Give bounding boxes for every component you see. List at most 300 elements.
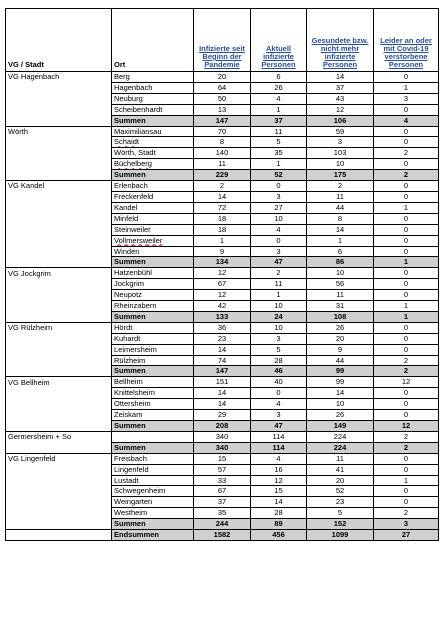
value-cell: 0 <box>374 72 439 83</box>
value-cell: 14 <box>194 191 251 202</box>
ort-name: Neupotz <box>114 290 142 300</box>
value-cell: 0 <box>374 486 439 497</box>
value-cell: 14 <box>307 388 374 399</box>
vg-cell <box>6 115 112 126</box>
value-cell: 33 <box>194 475 251 486</box>
sum-row <box>6 311 439 322</box>
value-cell: 0 <box>374 464 439 475</box>
sum-row <box>6 170 439 181</box>
value-cell: 0 <box>374 344 439 355</box>
value-cell: 1 <box>251 290 307 301</box>
table-row <box>6 322 439 333</box>
ort-cell <box>112 279 194 290</box>
value-cell: 12 <box>307 104 374 115</box>
value-cell: 26 <box>251 82 307 93</box>
table-row <box>6 377 439 388</box>
value-cell: 35 <box>194 508 251 519</box>
value-cell: 2 <box>194 181 251 192</box>
value-cell: 35 <box>251 148 307 159</box>
value-cell: 14 <box>307 224 374 235</box>
ort-cell <box>112 290 194 301</box>
value-cell: 0 <box>251 181 307 192</box>
value-cell: 340 <box>194 431 251 442</box>
sum-label: Summen <box>112 421 194 432</box>
ort-cell <box>112 104 194 115</box>
table-row <box>6 464 439 475</box>
value-cell: 11 <box>307 453 374 464</box>
vg-cell <box>6 170 112 181</box>
value-cell: 0 <box>374 246 439 257</box>
vg-cell <box>6 410 112 421</box>
table-row <box>6 104 439 115</box>
document-page <box>5 8 438 541</box>
value-cell: 37 <box>194 497 251 508</box>
value-cell: 5 <box>307 508 374 519</box>
value-cell: 20 <box>194 72 251 83</box>
sum-value-cell: 3 <box>374 519 439 530</box>
ort-cell <box>112 399 194 410</box>
value-cell: 26 <box>307 322 374 333</box>
value-cell: 15 <box>251 486 307 497</box>
sum-label: Summen <box>112 519 194 530</box>
value-cell: 3 <box>374 93 439 104</box>
value-cell: 13 <box>194 104 251 115</box>
vg-cell <box>6 388 112 399</box>
sum-value-cell: 134 <box>194 257 251 268</box>
value-cell: 1 <box>374 301 439 312</box>
value-cell: 0 <box>374 290 439 301</box>
value-cell: 52 <box>307 486 374 497</box>
ort-name: Bellheim <box>114 377 143 387</box>
value-cell: 12 <box>194 268 251 279</box>
total-value-cell: 1582 <box>194 530 251 541</box>
vg-cell <box>6 246 112 257</box>
total-value-cell: 1099 <box>307 530 374 541</box>
ort-cell <box>112 268 194 279</box>
value-cell: 224 <box>307 431 374 442</box>
ort-name: Erlenbach <box>114 181 148 191</box>
value-cell: 1 <box>374 202 439 213</box>
value-cell: 10 <box>307 159 374 170</box>
table-row <box>6 126 439 137</box>
ort-name: Lustadt <box>114 475 139 485</box>
sum-value-cell: 147 <box>194 115 251 126</box>
sum-label: Summen <box>112 442 194 453</box>
vg-cell <box>6 421 112 432</box>
sum-value-cell: 99 <box>307 366 374 377</box>
ort-cell <box>112 301 194 312</box>
value-cell: 0 <box>374 399 439 410</box>
vg-cell: VG Kandel <box>6 181 112 192</box>
sum-label: Summen <box>112 257 194 268</box>
table-row <box>6 290 439 301</box>
value-cell: 44 <box>307 202 374 213</box>
value-cell: 2 <box>374 355 439 366</box>
vg-cell: VG Hagenbach <box>6 72 112 83</box>
value-cell: 29 <box>194 410 251 421</box>
total-label: Endsummen <box>112 530 194 541</box>
sum-value-cell: 133 <box>194 311 251 322</box>
ort-name: Scheibenhardt <box>114 104 163 114</box>
value-cell: 140 <box>194 148 251 159</box>
vg-cell <box>6 93 112 104</box>
value-cell: 5 <box>251 344 307 355</box>
value-cell: 44 <box>307 355 374 366</box>
value-cell: 1 <box>374 475 439 486</box>
value-cell: 18 <box>194 213 251 224</box>
value-cell: 10 <box>251 301 307 312</box>
value-cell: 40 <box>251 377 307 388</box>
sum-value-cell: 86 <box>307 257 374 268</box>
value-cell: 23 <box>307 497 374 508</box>
ort-cell <box>112 93 194 104</box>
ort-name: Kuhardt <box>114 333 141 343</box>
vg-cell <box>6 290 112 301</box>
value-cell: 11 <box>251 279 307 290</box>
ort-name: Steinweiler <box>114 224 151 234</box>
value-cell: 3 <box>251 410 307 421</box>
value-cell: 0 <box>374 104 439 115</box>
table-row <box>6 82 439 93</box>
value-cell: 0 <box>374 388 439 399</box>
value-cell: 4 <box>251 93 307 104</box>
ort-cell <box>112 464 194 475</box>
ort-cell <box>112 377 194 388</box>
value-cell: 14 <box>251 497 307 508</box>
table-row <box>6 410 439 421</box>
ort-name: Berg <box>114 72 130 81</box>
vg-cell <box>6 311 112 322</box>
value-cell: 6 <box>251 72 307 83</box>
vg-cell <box>6 464 112 475</box>
value-cell: 99 <box>307 377 374 388</box>
sum-row <box>6 366 439 377</box>
sum-value-cell: 208 <box>194 421 251 432</box>
sum-value-cell: 149 <box>307 421 374 432</box>
value-cell: 37 <box>307 82 374 93</box>
ort-cell <box>112 333 194 344</box>
ort-cell <box>112 453 194 464</box>
ort-name: Hatzenbühl <box>114 268 152 278</box>
sum-value-cell: 24 <box>251 311 307 322</box>
table-row <box>6 497 439 508</box>
value-cell: 0 <box>374 333 439 344</box>
ort-name: Hagenbach <box>114 82 153 92</box>
value-cell: 50 <box>194 93 251 104</box>
value-cell: 0 <box>374 213 439 224</box>
table-row <box>6 235 439 246</box>
value-cell: 56 <box>307 279 374 290</box>
value-cell: 4 <box>251 453 307 464</box>
table-row <box>6 453 439 464</box>
value-cell: 67 <box>194 279 251 290</box>
sum-value-cell: 244 <box>194 519 251 530</box>
vg-cell <box>6 355 112 366</box>
vg-cell: Wörth <box>6 126 112 137</box>
ort-cell <box>112 224 194 235</box>
value-cell: 4 <box>251 399 307 410</box>
value-cell: 43 <box>307 93 374 104</box>
value-cell: 14 <box>194 344 251 355</box>
value-cell: 59 <box>307 126 374 137</box>
value-cell: 28 <box>251 508 307 519</box>
value-cell: 114 <box>251 431 307 442</box>
header-ort: Ort <box>112 9 194 72</box>
sum-label: Summen <box>112 115 194 126</box>
value-cell: 0 <box>374 322 439 333</box>
ort-cell <box>112 475 194 486</box>
vg-cell <box>6 301 112 312</box>
table-row <box>6 508 439 519</box>
ort-name: Weingarten <box>114 497 153 507</box>
ort-name: Minfeld <box>114 213 139 223</box>
value-cell: 2 <box>374 508 439 519</box>
ort-cell <box>112 148 194 159</box>
header-verstorbene: Leider an oder mit Covid-19 verstorbene Personen <box>374 9 439 72</box>
vg-cell: VG Rülzheim <box>6 322 112 333</box>
ort-name: Freisbach <box>114 453 147 463</box>
ort-cell <box>112 431 194 442</box>
sum-value-cell: 47 <box>251 257 307 268</box>
vg-cell: VG Jockgrim <box>6 268 112 279</box>
value-cell: 3 <box>251 191 307 202</box>
ort-cell <box>112 497 194 508</box>
value-cell: 0 <box>374 191 439 202</box>
ort-name: Hördt <box>114 322 133 332</box>
vg-cell <box>6 213 112 224</box>
ort-name: Knittelsheim <box>114 388 155 398</box>
ort-name: Winden <box>114 246 140 256</box>
header-aktuell: Aktuell infizierte Personen <box>251 9 307 72</box>
value-cell: 151 <box>194 377 251 388</box>
table-row <box>6 301 439 312</box>
value-cell: 10 <box>307 268 374 279</box>
table-row <box>6 333 439 344</box>
table-row <box>6 202 439 213</box>
value-cell: 10 <box>251 213 307 224</box>
ort-cell <box>112 82 194 93</box>
sum-value-cell: 229 <box>194 170 251 181</box>
sum-value-cell: 224 <box>307 442 374 453</box>
sum-row <box>6 115 439 126</box>
ort-cell <box>112 181 194 192</box>
value-cell: 72 <box>194 202 251 213</box>
ort-cell <box>112 191 194 202</box>
value-cell: 15 <box>194 453 251 464</box>
ort-cell <box>112 344 194 355</box>
value-cell: 0 <box>374 497 439 508</box>
table-row <box>6 181 439 192</box>
vg-cell <box>6 148 112 159</box>
value-cell: 5 <box>251 137 307 148</box>
ort-name: Wörth, Stadt <box>114 148 156 158</box>
ort-cell <box>112 159 194 170</box>
value-cell: 26 <box>307 410 374 421</box>
ort-cell <box>112 235 194 246</box>
total-row <box>6 530 439 541</box>
value-cell: 74 <box>194 355 251 366</box>
sum-value-cell: 152 <box>307 519 374 530</box>
ort-name: Lingenfeld <box>114 464 149 474</box>
table-row <box>6 137 439 148</box>
value-cell: 12 <box>374 377 439 388</box>
ort-cell <box>112 202 194 213</box>
vg-cell: VG Lingenfeld <box>6 453 112 464</box>
table-row <box>6 159 439 170</box>
value-cell: 57 <box>194 464 251 475</box>
sum-label: Summen <box>112 170 194 181</box>
sum-label: Summen <box>112 366 194 377</box>
value-cell: 3 <box>251 246 307 257</box>
table-row <box>6 72 439 83</box>
total-value-cell: 456 <box>251 530 307 541</box>
vg-cell <box>6 137 112 148</box>
ort-cell <box>112 388 194 399</box>
ort-name: Schaidt <box>114 137 140 147</box>
total-value-cell: 27 <box>374 530 439 541</box>
sum-value-cell: 1 <box>374 257 439 268</box>
vg-cell <box>6 344 112 355</box>
value-cell: 14 <box>194 388 251 399</box>
sum-value-cell: 52 <box>251 170 307 181</box>
vg-cell <box>6 191 112 202</box>
value-cell: 10 <box>307 399 374 410</box>
value-cell: 12 <box>251 475 307 486</box>
ort-cell <box>112 508 194 519</box>
table-row <box>6 93 439 104</box>
vg-cell <box>6 279 112 290</box>
value-cell: 0 <box>374 224 439 235</box>
sum-value-cell: 89 <box>251 519 307 530</box>
vg-cell <box>6 475 112 486</box>
value-cell: 1 <box>307 235 374 246</box>
sum-value-cell: 1 <box>374 311 439 322</box>
vg-cell <box>6 202 112 213</box>
value-cell: 0 <box>374 268 439 279</box>
table-row <box>6 191 439 202</box>
value-cell: 23 <box>194 333 251 344</box>
vg-cell <box>6 486 112 497</box>
value-cell: 14 <box>307 72 374 83</box>
sum-value-cell: 175 <box>307 170 374 181</box>
value-cell: 2 <box>251 268 307 279</box>
value-cell: 42 <box>194 301 251 312</box>
value-cell: 70 <box>194 126 251 137</box>
value-cell: 3 <box>251 333 307 344</box>
sum-value-cell: 106 <box>307 115 374 126</box>
sum-label: Summen <box>112 311 194 322</box>
ort-cell <box>112 137 194 148</box>
ort-name: Jockgrim <box>114 279 145 289</box>
value-cell: 12 <box>194 290 251 301</box>
value-cell: 14 <box>194 399 251 410</box>
value-cell: 1 <box>251 159 307 170</box>
header-vg: VG / Stadt <box>6 9 112 72</box>
ort-cell <box>112 213 194 224</box>
sum-value-cell: 4 <box>374 115 439 126</box>
vg-cell: Germersheim + So <box>6 431 112 442</box>
sum-value-cell: 340 <box>194 442 251 453</box>
value-cell: 2 <box>374 148 439 159</box>
value-cell: 10 <box>251 322 307 333</box>
vg-cell <box>6 235 112 246</box>
table-row <box>6 246 439 257</box>
vg-cell <box>6 497 112 508</box>
vg-cell <box>6 399 112 410</box>
ort-name: Westheim <box>114 508 148 518</box>
value-cell: 41 <box>307 464 374 475</box>
table-row <box>6 355 439 366</box>
table-row <box>6 486 439 497</box>
value-cell: 0 <box>374 126 439 137</box>
vg-cell: VG Bellheim <box>6 377 112 388</box>
vg-cell <box>6 442 112 453</box>
ort-name: Rülzheim <box>114 355 146 365</box>
sum-row <box>6 421 439 432</box>
value-cell: 2 <box>374 431 439 442</box>
value-cell: 28 <box>251 355 307 366</box>
vg-cell <box>6 366 112 377</box>
value-cell: 11 <box>194 159 251 170</box>
value-cell: 11 <box>251 126 307 137</box>
value-cell: 11 <box>307 191 374 202</box>
value-cell: 1 <box>374 82 439 93</box>
sum-value-cell: 46 <box>251 366 307 377</box>
value-cell: 18 <box>194 224 251 235</box>
vg-cell <box>6 224 112 235</box>
value-cell: 0 <box>374 137 439 148</box>
value-cell: 27 <box>251 202 307 213</box>
sum-value-cell: 2 <box>374 170 439 181</box>
value-cell: 16 <box>251 464 307 475</box>
table-row <box>6 399 439 410</box>
ort-cell <box>112 126 194 137</box>
value-cell: 0 <box>374 181 439 192</box>
sum-value-cell: 2 <box>374 442 439 453</box>
value-cell: 0 <box>374 453 439 464</box>
vg-cell <box>6 508 112 519</box>
table-row <box>6 224 439 235</box>
sum-value-cell: 37 <box>251 115 307 126</box>
table-row <box>6 213 439 224</box>
ort-name: Vollmersweiler <box>114 235 163 245</box>
ort-cell <box>112 72 194 83</box>
table-body <box>6 72 439 541</box>
table-row <box>6 148 439 159</box>
sum-row <box>6 442 439 453</box>
vg-cell <box>6 104 112 115</box>
value-cell: 0 <box>251 388 307 399</box>
table-row <box>6 279 439 290</box>
value-cell: 3 <box>307 137 374 148</box>
table-row <box>6 388 439 399</box>
value-cell: 31 <box>307 301 374 312</box>
value-cell: 20 <box>307 333 374 344</box>
ort-name: Neuburg <box>114 93 143 103</box>
vg-cell <box>6 257 112 268</box>
value-cell: 103 <box>307 148 374 159</box>
ort-name: Büchelberg <box>114 159 152 169</box>
sum-value-cell: 147 <box>194 366 251 377</box>
ort-name: Leimersheim <box>114 344 157 354</box>
value-cell: 67 <box>194 486 251 497</box>
table-row <box>6 268 439 279</box>
value-cell: 0 <box>374 235 439 246</box>
value-cell: 2 <box>307 181 374 192</box>
header-infizierte: Infizierte seit Beginn der Pandemie <box>194 9 251 72</box>
value-cell: 8 <box>307 213 374 224</box>
value-cell: 9 <box>194 246 251 257</box>
